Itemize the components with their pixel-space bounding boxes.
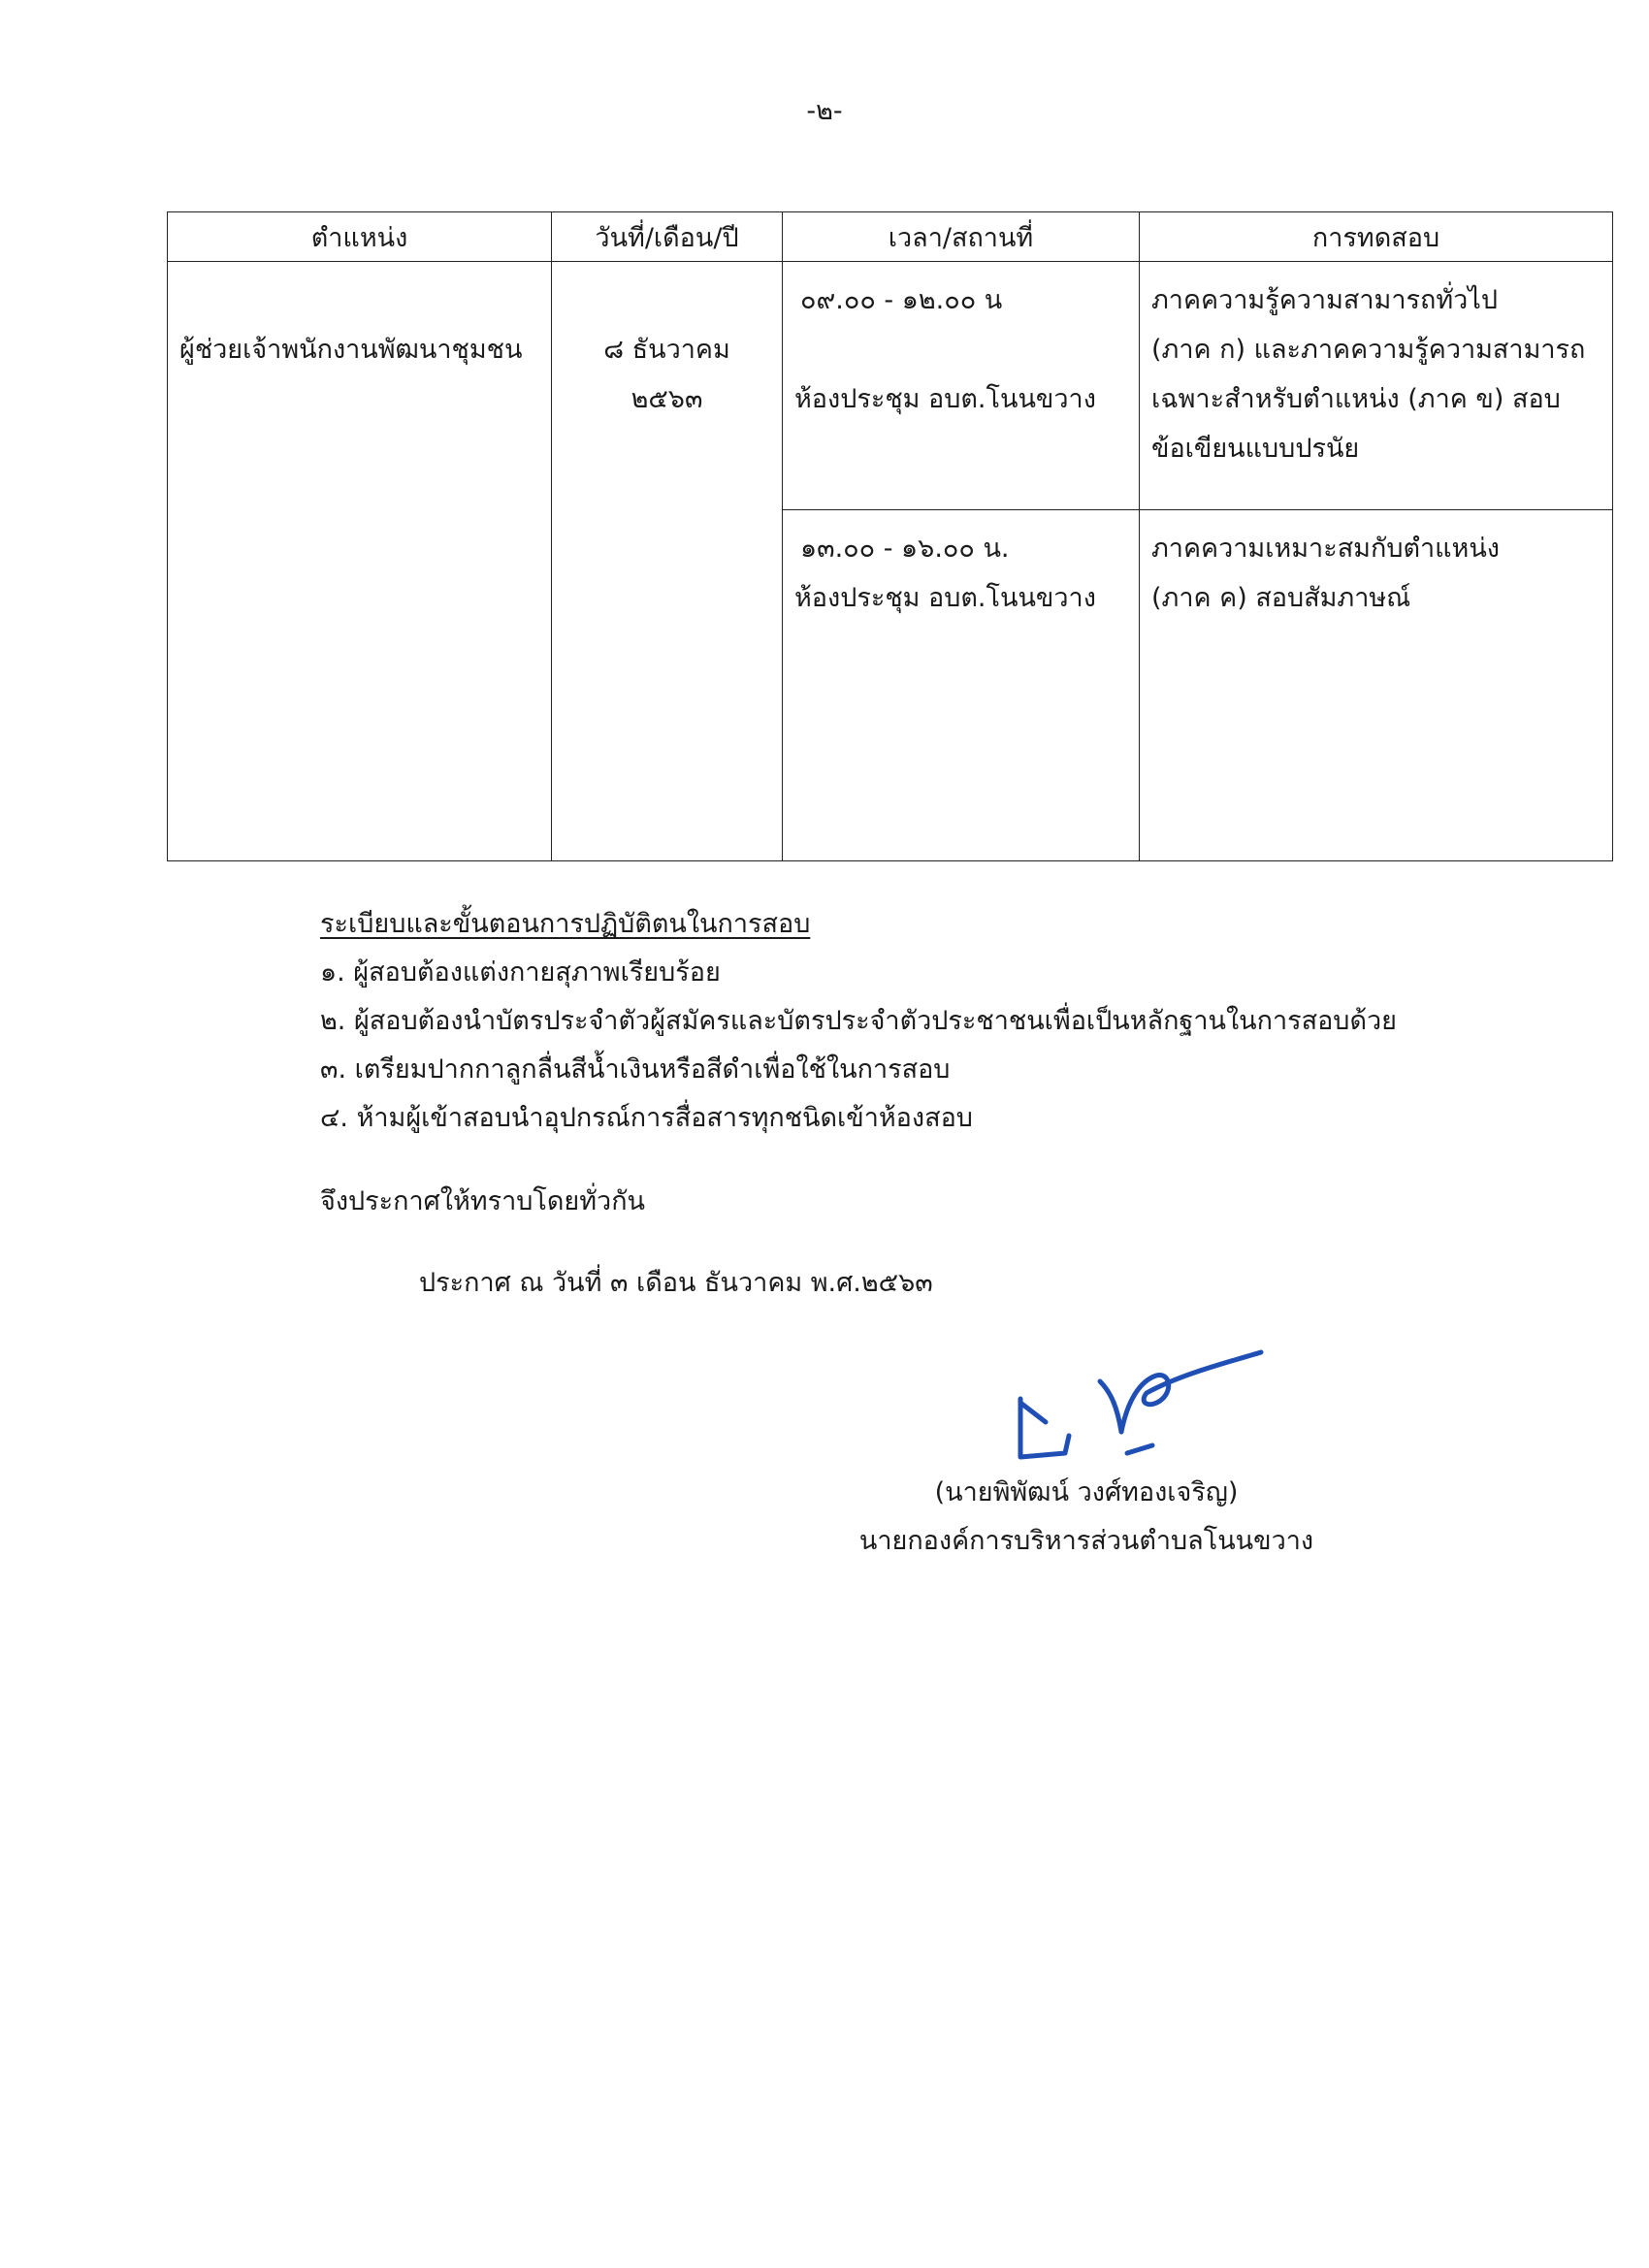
header-date: วันที่/เดือน/ปี bbox=[552, 212, 783, 262]
table-row bbox=[168, 262, 1613, 510]
announcement-date: ประกาศ ณ วันที่ ๓ เดือน ธันวาคม พ.ศ.๒๕๖๓ bbox=[419, 1268, 933, 1298]
exam-schedule-table bbox=[167, 211, 1613, 861]
session-1-time: ๐๙.๐๐ - ๑๒.๐๐ น bbox=[800, 285, 1003, 315]
rule-item: ๓. เตรียมปากกาลูกลื่นสีน้ำเงินหรือสีดำเพื่อใช้ในการสอบ bbox=[320, 1054, 951, 1085]
rule-item: ๑. ผู้สอบต้องแต่งกายสุภาพเรียบร้อย bbox=[320, 957, 721, 988]
signer-title: นายกองค์การบริหารส่วนตำบลโนนขวาง bbox=[858, 1526, 1314, 1556]
session-2-test bbox=[1140, 510, 1613, 861]
exam-rules-section bbox=[320, 900, 1397, 1143]
signer-name: (นายพิพัฒน์ วงศ์ทองเจริญ) bbox=[934, 1477, 1239, 1507]
session-1-place: ห้องประชุม อบต.โนนขวาง bbox=[794, 384, 1096, 414]
table-header-row bbox=[168, 212, 1613, 262]
session-2-test-line: ภาคความเหมาะสมกับตำแหน่ง bbox=[1151, 534, 1500, 564]
date-cell bbox=[552, 262, 783, 861]
session-2-time-place bbox=[783, 510, 1140, 861]
position-name: ผู้ช่วยเจ้าพนักงานพัฒนาชุมชน bbox=[179, 335, 523, 365]
session-1-test-line: ข้อเขียนแบบปรนัย bbox=[1151, 434, 1360, 464]
header-position: ตำแหน่ง bbox=[168, 212, 552, 262]
session-1-time-place bbox=[783, 262, 1140, 510]
header-time-place: เวลา/สถานที่ bbox=[783, 212, 1140, 262]
session-1-test-line: เฉพาะสำหรับตำแหน่ง (ภาค ข) สอบ bbox=[1151, 384, 1561, 414]
page-number: -๒- bbox=[806, 96, 843, 126]
session-1-test-line: ภาคความรู้ความสามารถทั่วไป bbox=[1151, 285, 1499, 315]
header-test: การทดสอบ bbox=[1140, 212, 1613, 262]
session-2-test-line: (ภาค ค) สอบสัมภาษณ์ bbox=[1151, 583, 1411, 613]
position-cell bbox=[168, 262, 552, 861]
rule-item: ๔. ห้ามผู้เข้าสอบนำอุปกรณ์การสื่อสารทุกชนิดเข้าห้องสอบ bbox=[320, 1103, 973, 1133]
rule-item: ๒. ผู้สอบต้องนำบัตรประจำตัวผู้สมัครและบัตรประจำตัวประชาชนเพื่อเป็นหลักฐานในการสอบด้วย bbox=[320, 1006, 1397, 1036]
signature-image bbox=[1007, 1339, 1269, 1465]
rules-list bbox=[320, 949, 1397, 1143]
date-day-month: ๘ ธันวาคม bbox=[603, 335, 730, 365]
session-2-time: ๑๓.๐๐ - ๑๖.๐๐ น. bbox=[800, 534, 1010, 564]
date-year: ๒๕๖๓ bbox=[630, 384, 703, 414]
session-1-test bbox=[1140, 262, 1613, 510]
closing-statement: จึงประกาศให้ทราบโดยทั่วกัน bbox=[320, 1186, 645, 1216]
session-2-place: ห้องประชุม อบต.โนนขวาง bbox=[794, 583, 1096, 613]
session-1-test-line: (ภาค ก) และภาคความรู้ความสามารถ bbox=[1151, 335, 1586, 365]
rules-heading: ระเบียบและขั้นตอนการปฏิบัติตนในการสอบ bbox=[320, 909, 811, 939]
